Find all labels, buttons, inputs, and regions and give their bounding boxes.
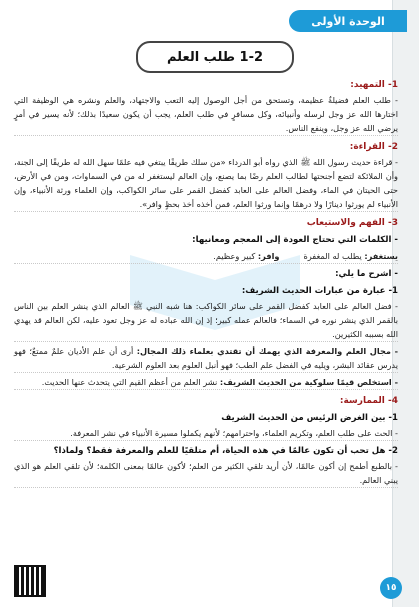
explain2 xyxy=(14,344,398,373)
words-row xyxy=(14,249,398,264)
explain1-body: - فضل العالم على العابد كفضل القمر على سائر الكواكب: هنا شبه النبي ﷺ العالم الذي ينشر العلم بين الناس بالقمر الذي ينشر نوره في السماء؛ فالعالم عمله كبير؛ إذ إن الله عباده له عز وجل تعود عليه، لكن العالم قد يهدي الله بسببه الكثيرين. xyxy=(14,299,398,342)
word1-meaning: يطلب له المغفرة xyxy=(303,251,362,261)
q2-heading: 2- هل تحب أن تكون عالمًا في هذه الحياة، أم متلقيًا للعلم والمعرفة فقط؟ ولماذا؟ xyxy=(53,446,398,456)
q1-heading: 1- بين الغرض الرئيس من الحديث الشريف xyxy=(221,413,398,423)
section-body-intro: - طلب العلم فضيلةٌ عظيمة، وتستحق من أجل الوصول إليه التعب والاجتهاد، والعلم ونشره هي الوظيفة التي اختارها الله عز وجل لرسله وأنبيائه، وكل مسافرٍ في طلب العلم، يجب أن يكون سعيدًا بذلك؛ لأنه يسير في أمرٍ يرضي الله عز وجل، وينفع الناس. xyxy=(14,93,398,136)
word2-term: وافر: xyxy=(257,251,280,261)
understanding-heading: 3- الفهم والاستيعاب xyxy=(306,218,398,228)
explain3-heading: - استخلص قيمًا سلوكية من الحديث الشريف: xyxy=(219,377,398,387)
explain2-body: أرى أن علم الأديان علمٌ ممتعٌ؛ فهو يدرس عقائد البشر، ويليه في الفضل علم الطب؛ فهو أنبل العلوم بعد العلوم الشرعية. xyxy=(14,346,398,370)
q1-body: - الحث على طلب العلم، وتكريم العلماء، واحترامهم؛ لأنهم يكملوا مسيرة الأنبياء في نشر المعرفة. xyxy=(14,426,398,441)
word2-meaning: كبير وعظيم. xyxy=(213,251,256,261)
explain3 xyxy=(14,375,398,390)
unit-tab: الوحدة الأولى xyxy=(289,10,407,32)
content xyxy=(14,74,398,490)
page-number: ١٥ xyxy=(380,577,402,599)
section-heading-intro: 1- التمهيد: xyxy=(350,80,398,90)
explain-heading: - اشرح ما يلي: xyxy=(335,269,398,279)
section-body-reading: - قراءة حديث رسول الله ﷺ الذي رواه أبو الدرداء «من سلك طريقًا يبتغي فيه علمًا سهل الله له طريقًا إلى الجنة، وأن الملائكة لتضع أجنحتها لطالب العلم رضًا بما يصنع، وإن العالم ليستغفر له من في السماوات، ومن في الأرض، حتى الحيتان في الماء، وفضل العالم على العابد كفضل القمر على سائر الكواكب، وإن العلماء ورثة الأنبياء، وإن الأنبياء لم يورثوا دينارًا ولا درهمًا وإنما ورثوا العلم، فمن أخذه أخذ بحظٍ وافر». xyxy=(14,155,398,212)
words-heading: - الكلمات التي تحتاج العودة إلى المعجم ومعانيها: xyxy=(192,235,398,245)
practice-heading: 4- الممارسة: xyxy=(339,396,398,406)
explain3-body: نشر العلم من أعظم القيم التي يتحدث عنها الحديث. xyxy=(41,377,218,387)
page-title: 1-2 طلب العلم xyxy=(136,41,294,73)
q2-body: - بالطبع أطمح إن أكون عالمًا، لأن أريد تلقي الكثير من العلم؛ لأكون عالمًا بمعنى الكلمة؛ لأن تلقي العلم هو الذي يبني العالم. xyxy=(14,459,398,488)
explain2-heading: - مجال العلم والمعرفة الذي يهمك أن تقتدي بعلماء ذلك المجال: xyxy=(136,346,398,356)
explain1-heading: 1- عبارة من عبارات الحديث الشريف: xyxy=(241,286,398,296)
qr-code-icon[interactable] xyxy=(14,565,46,597)
word1-term: يستغفر: xyxy=(364,251,398,261)
section-heading-reading: 2- القراءة: xyxy=(349,142,398,152)
